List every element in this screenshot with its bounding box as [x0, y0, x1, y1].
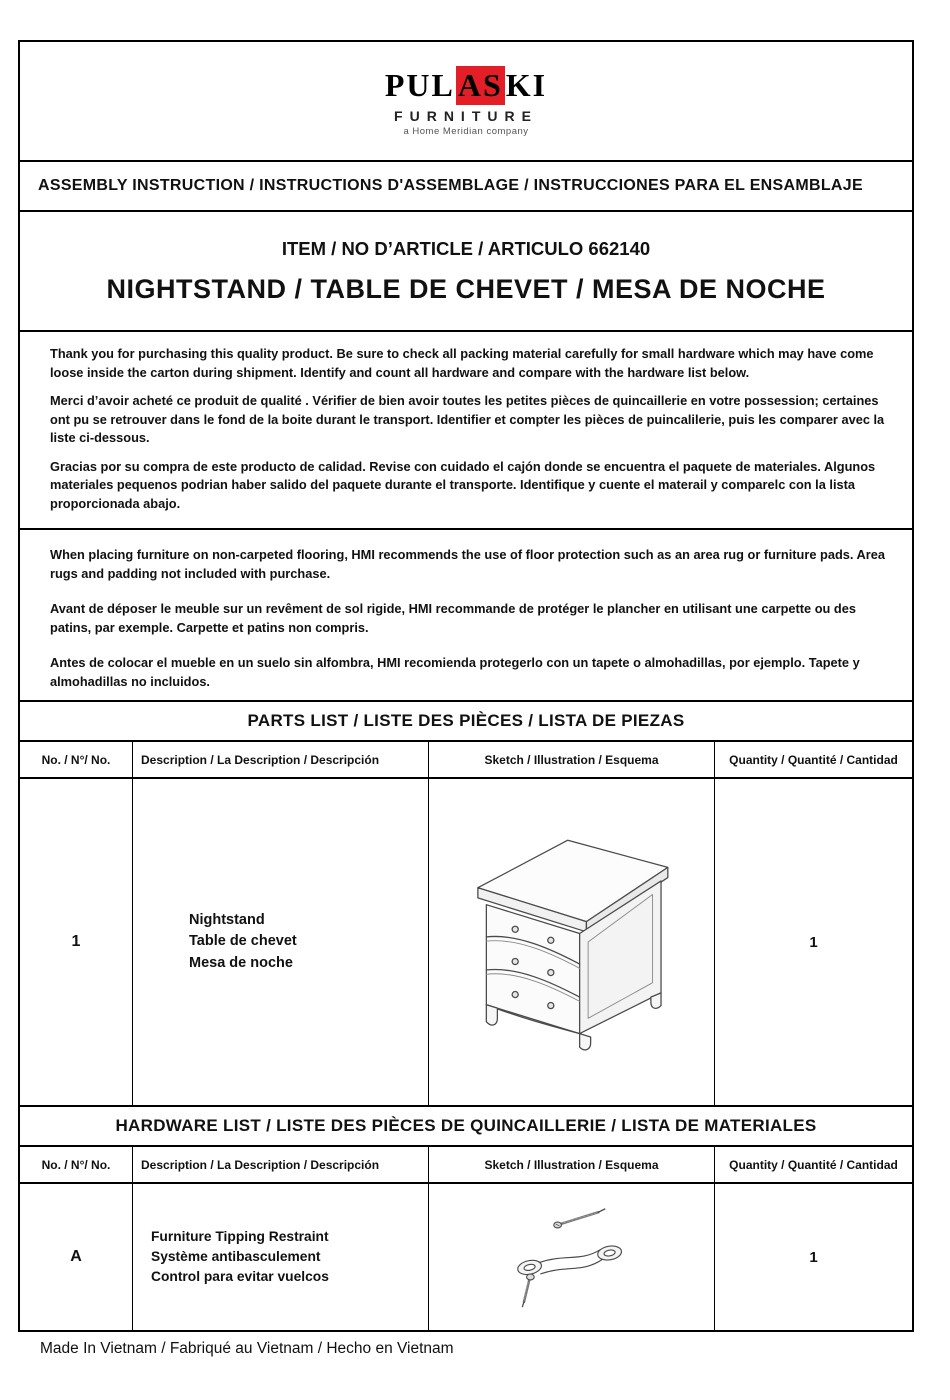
- hardware-description-cell: [132, 1184, 428, 1330]
- part-sketch-cell: [428, 779, 714, 1105]
- intro-paragraph-en: Thank you for purchasing this quality product. Be sure to check all packing material carefully for small hardware which may have come loose inside the carton during shipment. Identify and count all hardware and compare with the hardware list below.: [50, 346, 874, 380]
- part-description-line: Table de chevet: [189, 933, 297, 950]
- pulaski-wordmark: [385, 66, 547, 105]
- parts-col-header-quantity: Quantity / Quantité / Cantidad: [714, 742, 912, 777]
- wordmark-start: PUL: [384, 66, 455, 103]
- parts-col-header-sketch: Sketch / Illustration / Esquema: [428, 742, 714, 777]
- item-number-line: ITEM / NO D’ARTICLE / ARTICULO 662140: [281, 237, 651, 259]
- parts-col-header-description: Description / La Description / Descripción: [132, 742, 428, 777]
- part-number-cell: 1: [71, 933, 81, 950]
- hardware-col-header-description: Description / La Description / Descripción: [132, 1147, 428, 1182]
- logo-section: [20, 42, 912, 162]
- hardware-table-header: [20, 1147, 912, 1184]
- floor-note-section: [20, 530, 912, 702]
- part-description-line: Mesa de noche: [189, 954, 293, 971]
- floor-note-en: When placing furniture on non-carpeted flooring, HMI recommends the use of floor protection such as an area rug or furniture pads. Area rugs and padding not included with purchase.: [50, 547, 885, 581]
- hardware-description-line: Furniture Tipping Restraint: [151, 1229, 329, 1244]
- parts-table-header: [20, 742, 912, 779]
- hardware-description-line: Système antibasculement: [151, 1249, 321, 1264]
- hardware-description-line: Control para evitar vuelcos: [151, 1269, 329, 1284]
- hardware-sketch-cell: [428, 1184, 714, 1330]
- wordmark-accent-block: AS: [457, 66, 503, 103]
- intro-paragraph-fr: Merci d’avoir acheté ce produit de qualité . Vérifier de bien avoir toutes les petites pièces de quincaillerie en votre possession; certaines ont pu se retrouver dans le fond de la boite durant le transport. Identifier et compter les pièces de puincalilerie, puis les comparer avec la liste ci-dessous.: [50, 393, 885, 446]
- tipping-restraint-illustration: [488, 1205, 656, 1309]
- intro-section: [20, 332, 912, 530]
- hardware-quantity-cell: 1: [714, 1184, 912, 1330]
- hardware-number-cell: A: [70, 1248, 82, 1265]
- part-quantity-cell: 1: [714, 779, 912, 1105]
- hardware-table-row: [20, 1184, 912, 1330]
- product-name-line: NIGHTSTAND / TABLE DE CHEVET / MESA DE NOCHE: [106, 273, 826, 304]
- parts-table-row: [20, 779, 912, 1107]
- intro-paragraph-es: Gracias por su compra de este producto de calidad. Revise con cuidado el cajón donde se encuentra el paquete de materiales. Algunos materiales pequenos podrian haber salido del paquete durante el transporte. Identifique y cuente el materail y comparelc con la lista proporcionada abajo.: [50, 458, 876, 511]
- nightstand-illustration: [466, 823, 678, 1061]
- assembly-instruction-header: [20, 162, 912, 212]
- parts-col-header-no: No. / N°/ No.: [41, 752, 111, 767]
- hardware-col-header-quantity: Quantity / Quantité / Cantidad: [714, 1147, 912, 1182]
- assembly-instruction-text: ASSEMBLY INSTRUCTION / INSTRUCTIONS D'ASSEMBLAGE / INSTRUCCIONES PARA EL ENSAMBLAJE: [38, 177, 863, 194]
- document-frame: [18, 40, 914, 1332]
- made-in-footer: Made In Vietnam / Fabriqué au Vietnam / Hecho en Vietnam: [40, 1340, 454, 1357]
- furniture-label: FURNITURE: [394, 107, 538, 124]
- part-description-line: Nightstand: [189, 912, 265, 929]
- item-section: [20, 212, 912, 332]
- floor-note-es: Antes de colocar el mueble en un suelo sin alfombra, HMI recomienda protegerlo con un tapete o almohadillas, por ejemplo. Tapete y almohadillas no incluidos.: [50, 655, 860, 689]
- brand-tagline: a Home Meridian company: [403, 125, 529, 137]
- wordmark-end: KI: [505, 66, 548, 103]
- hardware-col-header-sketch: Sketch / Illustration / Esquema: [428, 1147, 714, 1182]
- hardware-col-header-no: No. / N°/ No.: [41, 1157, 111, 1172]
- part-description-cell: [132, 779, 428, 1105]
- parts-list-title: PARTS LIST / LISTE DES PIÈCES / LISTA DE PIEZAS: [20, 702, 912, 742]
- floor-note-fr: Avant de déposer le meuble sur un revêment de sol rigide, HMI recommande de protéger le plancher en utilisant une carpette ou des patins, par exemple. Carpette et patins non compris.: [50, 601, 856, 635]
- hardware-list-title: HARDWARE LIST / LISTE DES PIÈCES DE QUINCAILLERIE / LISTA DE MATERIALES: [20, 1107, 912, 1147]
